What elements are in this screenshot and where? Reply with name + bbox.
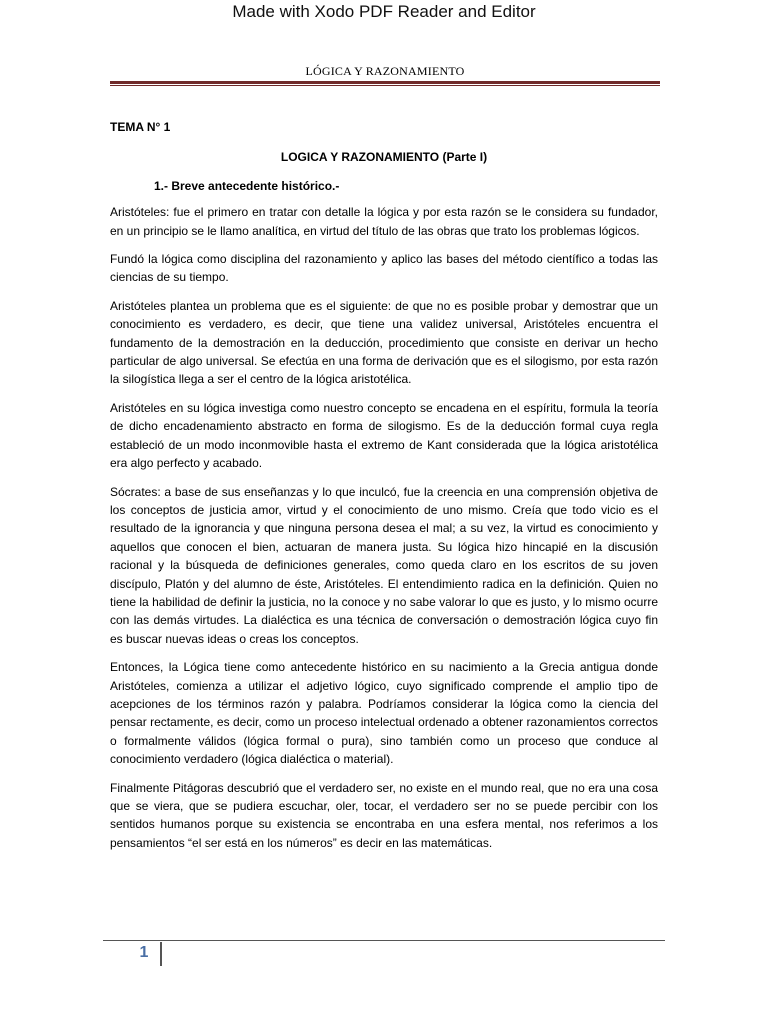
- paragraph-aristoteles-intro: Aristóteles: fue el primero en tratar con detalle la lógica y por esta razón se le considera su fundador, en un principio se le llamo analítica, en virtud del título de las obras que trato los problemas lógicos.: [110, 205, 658, 238]
- paragraph-entonces: Entonces, la Lógica tiene como antecedente histórico en su nacimiento a la Grecia antigua donde Aristóteles, comienza a utilizar el adjetivo lógico, cuyo significado comprende el amplio tipo de acepciones de los términos razón y palabra. Podríamos considerar la lógica como la ciencia del pensar rectamente, es decir, como un proceso intelectual ordenado a obtener razonamientos correctos o formalmente válidos (lógica formal o pura), sino también como un proceso que conduce al conocimiento verdadero (lógica dialéctica o material).: [110, 660, 658, 767]
- header-rule-thin: [110, 85, 660, 86]
- footer-rule: [103, 940, 665, 941]
- running-header: LÓGICA Y RAZONAMIENTO: [305, 64, 465, 78]
- page-number-divider: [160, 942, 162, 966]
- header-rule: [110, 81, 660, 84]
- paragraph-pitagoras: Finalmente Pitágoras descubrió que el verdadero ser, no existe en el mundo real, que no era una cosa que se viera, que se pudiera escuchar, oler, tocar, el verdadero ser no se puede percibir con los sentidos humanos porque su existencia se encontraba en una esfera mental, nos referimos a los pensamientos “el ser está en los números” es decir en las matemáticas.: [110, 780, 658, 850]
- document-subtitle: LOGICA Y RAZONAMIENTO (Parte I): [280, 150, 488, 165]
- document-body: [110, 118, 658, 862]
- section-heading: 1.- Breve antecedente histórico.-: [154, 178, 340, 193]
- paragraph-aristoteles-silogismo: Aristóteles en su lógica investiga como nuestro concepto se encadena en el espíritu, formula la teoría de dicho encadenamiento abstracto en forma de silogismo. Es de la deducción formal cuya regla estableció de un modo inconmovible hasta el extremo de Kant considerada que la lógica aristotélica era algo perfecto y acabado.: [110, 400, 658, 471]
- page-number: 1: [139, 944, 149, 961]
- paragraph-socrates: Sócrates: a base de sus enseñanzas y lo que inculcó, fue la creencia en una comprensión objetiva de los conceptos de justicia amor, virtud y el conocimiento de uno mismo. Creía que todo vicio es el resultado de la ignorancia y que ninguna persona desea el mal; a su vez, la virtud es conocimiento y aquellos que conocen el bien, actuaran de manera justa. Su lógica hizo hincapié en la discusión racional y la búsqueda de definiciones generales, como queda claro en los escritos de su joven discípulo, Platón y del alumno de éste, Aristóteles. El entendimiento radica en la definición. Quien no tiene la habilidad de definir la justicia, no la conoce y no sabe valorar lo que es justo, y lo mismo ocurre con las demás virtudes. La dialéctica es una técnica de conversación o demostración lógica cuyo fin es buscar nuevas ideas o creas los conceptos.: [110, 484, 658, 646]
- paragraph-fundo-logica: Fundó la lógica como disciplina del razonamiento y aplico las bases del método científico a todas las ciencias de su tiempo.: [110, 252, 658, 285]
- tema-heading: TEMA N° 1: [110, 120, 171, 134]
- paragraph-aristoteles-problema: Aristóteles plantea un problema que es el siguiente: de que no es posible probar y demostrar que un conocimiento es verdadero, es decir, que tiene una validez universal, Aristóteles encuentra el fundamento de la demostración en la deducción, procedimiento que consiste en derivar un hecho particular de algo universal. Se efectúa en una forma de derivación que es el silogismo, por esta razón la silogística llega a ser el centro de la lógica aristotélica.: [110, 298, 658, 387]
- xodo-banner: Made with Xodo PDF Reader and Editor: [232, 2, 536, 21]
